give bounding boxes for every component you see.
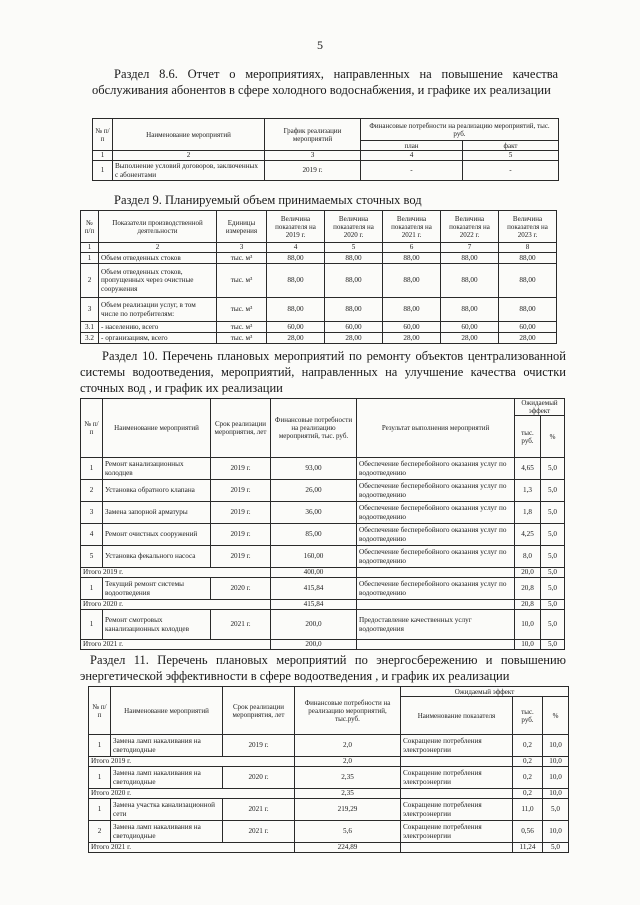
cell-unit: тыс. м³ (217, 298, 267, 322)
total-rub: 11,24 (513, 843, 543, 853)
cell-value: 28,00 (499, 333, 557, 344)
cell-fin: 2,35 (295, 767, 401, 789)
cell-rub: 1,3 (515, 480, 541, 502)
header-name: Наименование мероприятий (111, 687, 223, 735)
cell-term: 2019 г. (211, 480, 271, 502)
table-row (81, 480, 565, 502)
cell-rub: 20,8 (515, 578, 541, 600)
cell-rub: 0,56 (513, 821, 543, 843)
cell-indicator: Сокращение потребления электроэнергии (401, 799, 513, 821)
header-indicator: Наименование показателя (401, 697, 513, 735)
total-rub: 20,0 (515, 568, 541, 578)
cell-indicator: Сокращение потребления электроэнергии (401, 767, 513, 789)
total-pct: 5,0 (541, 600, 565, 610)
cell-result: Обеспечение бесперебойного оказания услуг по водоотведению (357, 502, 515, 524)
colnum: 6 (383, 243, 441, 253)
table-row (89, 821, 569, 843)
cell-no: 5 (81, 546, 103, 568)
cell-rub: 0,2 (513, 767, 543, 789)
header-fin: Финансовые потребности на реализацию мероприятий, тыс.руб. (295, 687, 401, 735)
cell-result: Обеспечение бесперебойного оказания услуг по водоотведению (357, 524, 515, 546)
total-pct: 5,0 (541, 640, 565, 650)
table-row (81, 578, 565, 600)
total-fin: 2,0 (295, 757, 401, 767)
header-effect: Ожидаемый эффект (515, 399, 565, 416)
cell-no: 4 (81, 524, 103, 546)
cell-name: Замена ламп накаливания на светодиодные (111, 821, 223, 843)
table-row (81, 546, 565, 568)
cell-unit: тыс. м³ (217, 333, 267, 344)
cell-pct: 5,0 (541, 458, 565, 480)
cell-value: 88,00 (499, 253, 557, 264)
colnum: 3 (265, 151, 361, 161)
cell-name: Объем реализации услуг, в том числе по потребителям: (99, 298, 217, 322)
cell-pct: 10,0 (543, 821, 569, 843)
cell-value: 60,00 (383, 322, 441, 333)
table-row (81, 264, 557, 298)
header-name: Показатели производственной деятельности (99, 211, 217, 243)
table-row (81, 610, 565, 640)
total-spacer (357, 640, 515, 650)
cell-name: Объем отведенных стоков (99, 253, 217, 264)
cell-unit: тыс. м³ (217, 264, 267, 298)
cell-value: 60,00 (325, 322, 383, 333)
colnum: 2 (99, 243, 217, 253)
cell-fin: 2,0 (295, 735, 401, 757)
cell-value: 88,00 (325, 253, 383, 264)
cell-term: 2019 г. (223, 735, 295, 757)
cell-term: 2021 г. (223, 799, 295, 821)
cell-no: 3.1 (81, 322, 99, 333)
total-row (81, 568, 565, 578)
table-row (81, 524, 565, 546)
cell-name: - населению, всего (99, 322, 217, 333)
table-row (89, 735, 569, 757)
section-8-6-heading: Раздел 8.6. Отчет о мероприятиях, направленных на повышение качества обслуживания абонентов в сфере холодного водоснабжения, и графике их реализации (92, 67, 558, 97)
cell-no: 3 (81, 298, 99, 322)
header-no: № п/ п (89, 687, 111, 735)
header-fin: Финансовые потребности на реализацию мероприятий, тыс. руб. (361, 119, 559, 141)
cell-no: 2 (81, 480, 103, 502)
total-spacer (357, 600, 515, 610)
total-spacer (401, 789, 513, 799)
cell-name: Объем отведенных стоков, пропущенных через очистные сооружения (99, 264, 217, 298)
header-term: Срок реализации мероприятия, лет (223, 687, 295, 735)
cell-term: 2020 г. (223, 767, 295, 789)
cell-name: Текущий ремонт системы водоотведения (103, 578, 211, 600)
header-rub: тыс. руб. (515, 416, 541, 458)
header-2023: Величина показателя на 2023 г. (499, 211, 557, 243)
header-2019: Величина показателя на 2019 г. (267, 211, 325, 243)
cell-indicator: Сокращение потребления электроэнергии (401, 821, 513, 843)
cell-value: 88,00 (325, 264, 383, 298)
cell-no: 1 (81, 578, 103, 600)
header-name: Наименование мероприятий (103, 399, 211, 458)
table-row (93, 161, 559, 181)
cell-value: 88,00 (383, 264, 441, 298)
cell-value: 88,00 (383, 298, 441, 322)
total-row (89, 843, 569, 853)
cell-fin: 415,84 (271, 578, 357, 600)
colnum: 5 (463, 151, 559, 161)
table-section-11 (88, 686, 569, 853)
header-schedule: График реализации мероприятий (265, 119, 361, 151)
table-row (89, 767, 569, 789)
cell-fin: 219,29 (295, 799, 401, 821)
cell-fin: 93,00 (271, 458, 357, 480)
header-2021: Величина показателя на 2021 г. (383, 211, 441, 243)
cell-no: 1 (89, 735, 111, 757)
total-rub: 20,8 (515, 600, 541, 610)
total-row (89, 757, 569, 767)
header-no: № п/п (81, 211, 99, 243)
cell-result: Обеспечение бесперебойного оказания услуг по водоотведению (357, 578, 515, 600)
total-label: Итого 2021 г. (89, 843, 295, 853)
total-rub: 10,0 (515, 640, 541, 650)
cell-no: 1 (81, 458, 103, 480)
cell-year: 2019 г. (265, 161, 361, 181)
total-spacer (401, 843, 513, 853)
total-fin: 400,00 (271, 568, 357, 578)
cell-no: 1 (93, 161, 113, 181)
cell-name: Выполнение условий договоров, заключенных с абонентами (113, 161, 265, 181)
cell-value: 88,00 (325, 298, 383, 322)
colnum: 1 (93, 151, 113, 161)
table-row (81, 333, 557, 344)
total-label: Итого 2021 г. (81, 640, 271, 650)
cell-no: 2 (81, 264, 99, 298)
cell-value: 88,00 (499, 264, 557, 298)
header-2020: Величина показателя на 2020 г. (325, 211, 383, 243)
cell-no: 1 (81, 253, 99, 264)
cell-pct: 5,0 (543, 799, 569, 821)
total-pct: 5,0 (541, 568, 565, 578)
total-rub: 0,2 (513, 789, 543, 799)
table-section-10 (80, 398, 565, 650)
table-row (81, 502, 565, 524)
colnum: 4 (267, 243, 325, 253)
table-row (81, 322, 557, 333)
colnum: 7 (441, 243, 499, 253)
cell-term: 2019 г. (211, 502, 271, 524)
header-fact: факт (463, 141, 559, 151)
cell-term: 2019 г. (211, 458, 271, 480)
section-10-heading: Раздел 10. Перечень плановых мероприятий по ремонту объектов централизованной системы водоотведения, мероприятий, направленных на улучшение качества очистки сточных вод , и график их реализации (80, 349, 566, 395)
total-row (81, 640, 565, 650)
cell-name: Ремонт смотровых канализационных колодцев (103, 610, 211, 640)
cell-name: Замена ламп накаливания на светодиодные (111, 767, 223, 789)
total-pct: 5,0 (543, 843, 569, 853)
header-pct: % (543, 697, 569, 735)
cell-pct: 10,0 (543, 735, 569, 757)
cell-value: 88,00 (383, 253, 441, 264)
total-fin: 2,35 (295, 789, 401, 799)
header-effect: Ожидаемый эффект (401, 687, 569, 697)
cell-value: 88,00 (267, 298, 325, 322)
total-pct: 10,0 (543, 789, 569, 799)
cell-fin: 26,00 (271, 480, 357, 502)
table-row (81, 298, 557, 322)
total-pct: 10,0 (543, 757, 569, 767)
table-section-9 (80, 210, 557, 344)
colnum: 5 (325, 243, 383, 253)
cell-pct: 5,0 (541, 578, 565, 600)
cell-indicator: Сокращение потребления электроэнергии (401, 735, 513, 757)
colnum: 3 (217, 243, 267, 253)
cell-no: 3 (81, 502, 103, 524)
cell-value: 88,00 (441, 264, 499, 298)
cell-pct: 5,0 (541, 610, 565, 640)
header-pct: % (541, 416, 565, 458)
cell-value: 88,00 (267, 253, 325, 264)
cell-pct: 5,0 (541, 546, 565, 568)
cell-unit: тыс. м³ (217, 253, 267, 264)
total-spacer (357, 568, 515, 578)
header-plan: план (361, 141, 463, 151)
cell-name: Замена запорной арматуры (103, 502, 211, 524)
cell-value: 88,00 (441, 298, 499, 322)
cell-rub: 10,0 (515, 610, 541, 640)
cell-fin: 36,00 (271, 502, 357, 524)
colnum: 4 (361, 151, 463, 161)
cell-rub: 1,8 (515, 502, 541, 524)
cell-term: 2019 г. (211, 546, 271, 568)
cell-rub: 4,25 (515, 524, 541, 546)
cell-value: 60,00 (441, 322, 499, 333)
cell-name: Замена ламп накаливания на светодиодные (111, 735, 223, 757)
header-result: Результат выполнения мероприятий (357, 399, 515, 458)
cell-rub: 0,2 (513, 735, 543, 757)
cell-fact: - (463, 161, 559, 181)
cell-no: 1 (89, 799, 111, 821)
colnum: 1 (81, 243, 99, 253)
cell-rub: 4,65 (515, 458, 541, 480)
cell-unit: тыс. м³ (217, 322, 267, 333)
section-9-heading: Раздел 9. Планируемый объем принимаемых сточных вод (114, 193, 422, 207)
section-11-heading: Раздел 11. Перечень плановых мероприятий по энергосбережению и повышению энергетической эффективности в сфере водоотведения , и график их реализации (80, 653, 566, 683)
cell-name: Установка фекального насоса (103, 546, 211, 568)
table-section-8-6 (92, 118, 559, 181)
total-fin: 224,89 (295, 843, 401, 853)
cell-pct: 5,0 (541, 480, 565, 502)
cell-pct: 5,0 (541, 524, 565, 546)
cell-result: Обеспечение бесперебойного оказания услуг по водоотведению (357, 480, 515, 502)
header-2022: Величина показателя на 2022 г. (441, 211, 499, 243)
header-rub: тыс. руб. (513, 697, 543, 735)
cell-value: 28,00 (441, 333, 499, 344)
cell-name: Замена участка канализационной сети (111, 799, 223, 821)
cell-no: 1 (81, 610, 103, 640)
cell-value: 88,00 (441, 253, 499, 264)
table-row (81, 458, 565, 480)
colnum: 2 (113, 151, 265, 161)
header-name: Наименование мероприятий (113, 119, 265, 151)
cell-value: 28,00 (325, 333, 383, 344)
total-rub: 0,2 (513, 757, 543, 767)
cell-result: Обеспечение бесперебойного оказания услуг по водоотведению (357, 458, 515, 480)
cell-value: 28,00 (383, 333, 441, 344)
total-spacer (401, 757, 513, 767)
cell-term: 2021 г. (223, 821, 295, 843)
total-label: Итого 2019 г. (89, 757, 295, 767)
cell-value: 88,00 (267, 264, 325, 298)
cell-no: 2 (89, 821, 111, 843)
header-unit: Единицы измерения (217, 211, 267, 243)
table-row (81, 253, 557, 264)
cell-result: Обеспечение бесперебойного оказания услуг по водоотведению (357, 546, 515, 568)
header-term: Срок реализации мероприятия, лет (211, 399, 271, 458)
header-no: № п/ п (81, 399, 103, 458)
colnum: 8 (499, 243, 557, 253)
cell-fin: 85,00 (271, 524, 357, 546)
cell-no: 3.2 (81, 333, 99, 344)
cell-name: - организациям, всего (99, 333, 217, 344)
cell-rub: 11,0 (513, 799, 543, 821)
total-row (89, 789, 569, 799)
cell-fin: 200,0 (271, 610, 357, 640)
table-row (89, 799, 569, 821)
cell-term: 2019 г. (211, 524, 271, 546)
cell-pct: 10,0 (543, 767, 569, 789)
total-row (81, 600, 565, 610)
total-fin: 200,0 (271, 640, 357, 650)
cell-plan: - (361, 161, 463, 181)
page-number: 5 (317, 38, 323, 52)
cell-value: 60,00 (267, 322, 325, 333)
cell-value: 28,00 (267, 333, 325, 344)
cell-term: 2020 г. (211, 578, 271, 600)
cell-fin: 5,6 (295, 821, 401, 843)
total-fin: 415,84 (271, 600, 357, 610)
cell-value: 60,00 (499, 322, 557, 333)
cell-name: Ремонт очистных сооружений (103, 524, 211, 546)
cell-pct: 5,0 (541, 502, 565, 524)
total-label: Итого 2020 г. (81, 600, 271, 610)
total-label: Итого 2019 г. (81, 568, 271, 578)
cell-term: 2021 г. (211, 610, 271, 640)
cell-fin: 160,00 (271, 546, 357, 568)
cell-name: Установка обратного клапана (103, 480, 211, 502)
cell-result: Предоставление качественных услуг водоотведения (357, 610, 515, 640)
cell-no: 1 (89, 767, 111, 789)
header-fin: Финансовые потребности на реализацию мероприятий, тыс. руб. (271, 399, 357, 458)
cell-value: 88,00 (499, 298, 557, 322)
cell-name: Ремонт канализационных колодцев (103, 458, 211, 480)
header-no: № п/п (93, 119, 113, 151)
total-label: Итого 2020 г. (89, 789, 295, 799)
cell-rub: 8,0 (515, 546, 541, 568)
